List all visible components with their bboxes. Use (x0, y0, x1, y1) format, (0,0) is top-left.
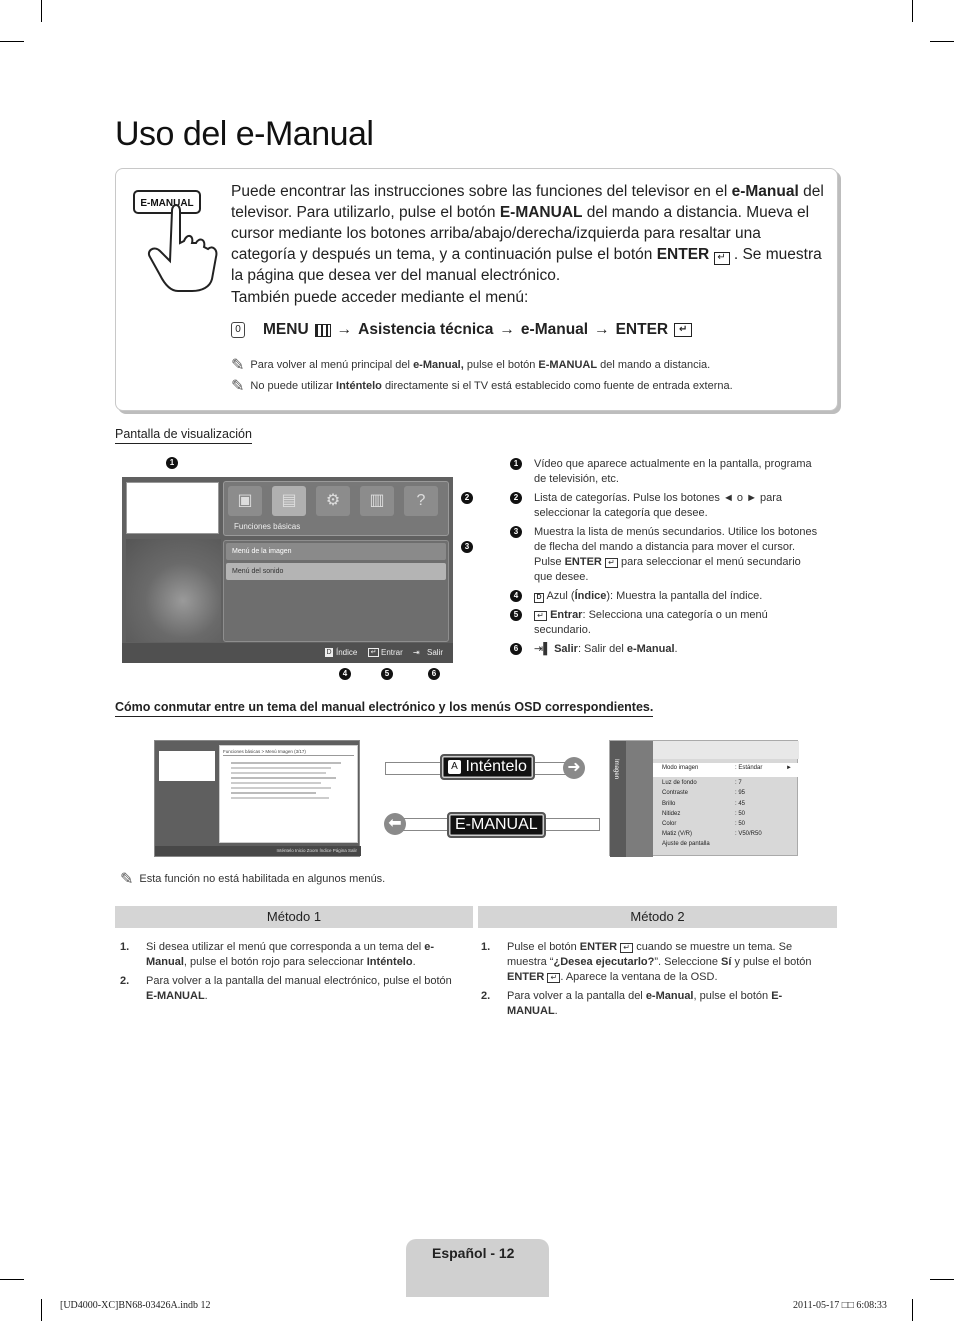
enter-icon: ↵ (605, 558, 618, 568)
osd-key: Contraste (662, 790, 689, 797)
legend-text (534, 642, 820, 657)
callout-3: 3 (461, 541, 473, 553)
pencil-note-icon: ✎ (231, 378, 245, 395)
step-item (481, 989, 826, 1019)
legend-text: Lista de categorías. Pulse los botones ◄ o ► para seleccionar la categoría que desee. (534, 492, 783, 519)
osd-value: : 95 (735, 790, 746, 797)
legend-number: 4 (510, 590, 522, 602)
page-number-tab (406, 1239, 549, 1297)
osd-key: Luz de fondo (662, 780, 697, 787)
step-text-part: . Aparece la ventana de la OSD. (560, 971, 718, 983)
legend-text-bold: e-Manual (626, 643, 675, 655)
page-number: Español - 12 (432, 1245, 515, 1261)
step-text-bold: E-MANUAL (507, 990, 783, 1017)
menu-arrow: → (499, 321, 515, 338)
legend-text-part: Azul ( (546, 590, 575, 602)
step-text-bold: e-Manual (146, 941, 435, 968)
step-text-part: cuando se muestre un tema. Se muestra “ (507, 941, 793, 968)
step-text-part: Para volver a la pantalla del (507, 990, 643, 1002)
legend-text-part: : Selecciona una categoría o un menú secundario. (534, 609, 768, 636)
legend-item (510, 589, 820, 604)
crop-mark (41, 0, 42, 22)
screen-footer (122, 643, 453, 663)
arrow-left-icon: ⬅ (384, 813, 406, 835)
legend-number: 1 (510, 458, 522, 470)
method-1-heading: Método 1 (115, 906, 473, 928)
step-text-bold: Inténtelo (366, 956, 413, 968)
crop-mark (0, 1279, 24, 1280)
step-number: 1. (481, 941, 491, 953)
step-text-part: , pulse el botón rojo para seleccionar (183, 956, 364, 968)
note-text-bold: E-MANUAL (538, 359, 598, 371)
note-text: No puede utilizar (250, 380, 333, 392)
step-item (120, 974, 465, 1004)
legend-number: 3 (510, 526, 522, 538)
legend-text-part: para seleccionar el menú secundario que desee. (534, 556, 801, 583)
menu-item-support: Asistencia técnica (358, 321, 494, 338)
legend-item (510, 491, 820, 521)
osd-value: : Estándar (735, 765, 763, 771)
submenu-item: Menú de la imagen (226, 543, 446, 560)
note-text: directamente si el TV está establecido como fuente de entrada externa. (384, 380, 733, 392)
osd-key: Ajuste de pantalla (662, 841, 710, 848)
legend-item (510, 608, 820, 638)
method-2-steps (481, 940, 826, 1023)
enter-icon: ↵ (714, 252, 730, 265)
step-text-bold: Sí (721, 956, 732, 968)
note-1 (231, 355, 710, 375)
footer-exit-label: Salir (427, 648, 444, 657)
step-text-part: Si desea utilizar el menú que corresponda a un tema del (146, 941, 422, 953)
osd-row (662, 780, 796, 790)
intro-text: del televisor. Para utilizarlo, pulse el botón (231, 183, 824, 221)
legend-text-part: Muestra la lista de menús secundarios. Utilice los botones de flecha del mando a distancia para mover el cursor. Pulse (534, 526, 818, 568)
topic-breadcrumb: Funciones básicas > Menú Imagen (3/17) (223, 749, 354, 756)
emanual-button: E-MANUAL (447, 812, 546, 838)
legend-number: 2 (510, 492, 522, 504)
intro-text-bold: e-Manual (731, 183, 799, 200)
osd-row (662, 821, 796, 831)
step-number: 2. (120, 975, 130, 987)
legend-text (534, 608, 820, 638)
crop-mark (41, 1299, 42, 1321)
right-arrow-icon: ► (786, 765, 792, 771)
menu-grid-icon (315, 324, 331, 337)
imprint-date: 2011-05-17 □□ 6:08:33 (793, 1300, 887, 1311)
step-text-part: , pulse el botón (693, 990, 769, 1002)
exit-icon: ⇥ (413, 648, 420, 657)
display-section-heading: Pantalla de visualización (115, 427, 252, 444)
step-text-bold: ¿Desea ejecutarlo? (553, 956, 655, 968)
step-number: 2. (481, 990, 491, 1002)
note-text: Esta función no está habilitada en algunos menús. (139, 873, 386, 885)
intro-text: Puede encontrar las instrucciones sobre las funciones del televisor en el (231, 183, 728, 200)
osd-key: Brillo (662, 800, 676, 807)
page-title: Uso del e-Manual (115, 115, 374, 153)
legend-text-part: ): Muestra la pantalla del índice. (606, 590, 763, 602)
osd-value: : 50 (735, 810, 746, 817)
blue-d-key-icon: D (326, 649, 332, 656)
menu-item-emanual: e-Manual (520, 321, 589, 338)
submenu-list (223, 540, 449, 642)
video-area (159, 751, 215, 781)
step-text (146, 940, 465, 970)
osd-row (662, 765, 796, 775)
note-text: pulse el botón (466, 359, 536, 371)
note-2 (231, 376, 733, 396)
step-text (507, 940, 826, 985)
step-text-part: . (204, 990, 208, 1002)
osd-value: : 50 (735, 820, 746, 827)
legend-text-bold: ENTER (564, 556, 602, 568)
note-text-bold: e-Manual, (413, 359, 464, 371)
decorative-background (126, 539, 221, 642)
category-support-icon: ▥ (360, 486, 394, 516)
osd-picture-menu-screenshot (609, 740, 798, 856)
crop-mark (0, 41, 24, 42)
menu-label: MENU (263, 321, 309, 338)
imprint-file: [UD4000-XC]BN68-03426A.indb 12 (60, 1300, 211, 1311)
red-a-key-icon: A (448, 760, 461, 774)
osd-key: Matiz (V/R) (662, 831, 692, 838)
crop-mark (912, 1299, 913, 1321)
video-area (126, 482, 219, 534)
callout-2: 2 (461, 492, 473, 504)
osd-key: Color (662, 820, 677, 827)
legend-item (510, 642, 820, 657)
menu-arrow: → (336, 321, 353, 338)
step-text-part: Para volver a la pantalla del manual electrónico, pulse el botón (146, 975, 452, 987)
callout-1: 1 (166, 457, 178, 469)
pencil-note-icon: ✎ (120, 871, 134, 888)
legend-text: Vídeo que aparece actualmente en la pantalla, programa de televisión, etc. (534, 458, 812, 485)
category-basic-icon: ▣ (228, 486, 262, 516)
crop-mark (912, 0, 913, 22)
intro-text: del mando a distancia. Mueva el cursor mediante los botones arriba/abajo/derecha/izquierda para resaltar una categoría y después un tema, y a continuación pulse el botón (231, 204, 810, 263)
category-help-icon: ? (404, 486, 438, 516)
step-text-bold: e-Manual (645, 990, 694, 1002)
step-number: 1. (120, 941, 130, 953)
legend-text (534, 589, 820, 604)
osd-key: Nitidez (662, 810, 681, 817)
step-text-part: . (554, 1005, 558, 1017)
try-it-button (440, 754, 535, 780)
legend-text (534, 525, 820, 585)
menu-arrow: → (594, 321, 610, 338)
osd-row (662, 841, 796, 851)
step-item (120, 940, 465, 970)
step-text-part: y pulse el botón (734, 956, 812, 968)
try-it-label: Inténtelo (465, 758, 527, 775)
screen-legend (510, 457, 820, 661)
enter-icon: ↵ (674, 323, 692, 337)
osd-icon-column (626, 741, 653, 857)
legend-number: 6 (510, 643, 522, 655)
hand-pressing-button-icon (132, 183, 218, 293)
step-item (481, 940, 826, 985)
intro-box (115, 168, 838, 411)
osd-top-bar (653, 741, 799, 759)
intro-also-text: También puede acceder mediante el menú: (231, 289, 529, 306)
osd-row (662, 801, 796, 811)
pencil-note-icon: ✎ (231, 357, 245, 374)
legend-text-bold: Entrar (550, 609, 583, 621)
intro-text-bold: E-MANUAL (499, 204, 583, 221)
callout-6: 6 (428, 668, 440, 680)
topic-footer: Inténtelo Inicio Zoom Índice Página Salir (155, 846, 361, 856)
osd-key: Modo imagen (662, 765, 699, 771)
note-text: del mando a distancia. (600, 359, 711, 371)
legend-text-bold: Salir (554, 643, 578, 655)
step-text-bold: ENTER (579, 941, 618, 953)
category-label: Funciones básicas (234, 522, 301, 531)
legend-text-bold: Índice (574, 590, 607, 602)
intro-paragraph (231, 181, 826, 286)
legend-text-part: . (674, 643, 678, 655)
osd-value: : 7 (735, 780, 742, 787)
enter-icon: ↵ (620, 943, 633, 953)
blue-d-key-icon: D (534, 593, 544, 603)
step-text-bold: E-MANUAL (146, 990, 205, 1002)
category-list (223, 481, 449, 536)
step-text (146, 974, 465, 1004)
crop-mark (930, 1279, 954, 1280)
hand-label: E-MANUAL (140, 198, 194, 209)
method-2-heading: Método 2 (478, 906, 837, 928)
switch-note (120, 869, 385, 889)
topic-lines (231, 762, 354, 799)
callout-5: 5 (381, 668, 393, 680)
osd-row (662, 831, 796, 841)
category-channel-icon: ▤ (272, 486, 306, 516)
osd-row (662, 811, 796, 821)
legend-text-part: : Salir del (577, 643, 624, 655)
step-text (507, 989, 826, 1019)
osd-row (662, 790, 796, 800)
note-text: Para volver al menú principal del (250, 359, 410, 371)
footer-index-label: Índice (336, 648, 358, 657)
enter-icon: ↵ (534, 611, 547, 621)
exit-icon: ⇥▌ (534, 643, 552, 655)
legend-number: 5 (510, 609, 522, 621)
menu-enter-label: ENTER (615, 321, 669, 338)
method-1-steps (120, 940, 465, 1008)
osd-rows (662, 765, 796, 852)
step-text-part: Pulse el botón (507, 941, 577, 953)
category-gears-icon: ⚙ (316, 486, 350, 516)
callout-4: 4 (339, 668, 351, 680)
menu-number-badge: 0 (231, 322, 245, 338)
osd-vertical-title: Imagen (613, 759, 619, 780)
step-text-bold: ENTER (507, 971, 545, 983)
osd-value: : 45 (735, 800, 746, 807)
switch-section-heading: Cómo conmutar entre un tema del manual electrónico y los menús OSD correspondientes. (115, 700, 653, 717)
crop-mark (930, 41, 954, 42)
emanual-topic-screenshot (154, 740, 360, 857)
menu-path (231, 321, 692, 339)
intro-text-bold: ENTER (656, 246, 710, 263)
legend-item (510, 525, 820, 585)
step-text-part: ”. Seleccione (654, 956, 718, 968)
submenu-item: Menú del sonido (226, 563, 446, 580)
osd-value: : V50/R50 (735, 831, 762, 838)
legend-item (510, 457, 820, 487)
enter-icon: ↵ (368, 648, 379, 657)
emanual-screen-illustration (122, 477, 453, 663)
footer-enter-label: Entrar (381, 648, 403, 657)
topic-panel (219, 745, 358, 843)
arrow-right-icon: ➜ (563, 757, 585, 779)
enter-icon: ↵ (547, 973, 560, 983)
intro-text: . Se muestra la página que desea ver del manual electrónico. (231, 246, 822, 284)
step-text-part: . (412, 956, 416, 968)
note-text-bold: Inténtelo (336, 380, 382, 392)
